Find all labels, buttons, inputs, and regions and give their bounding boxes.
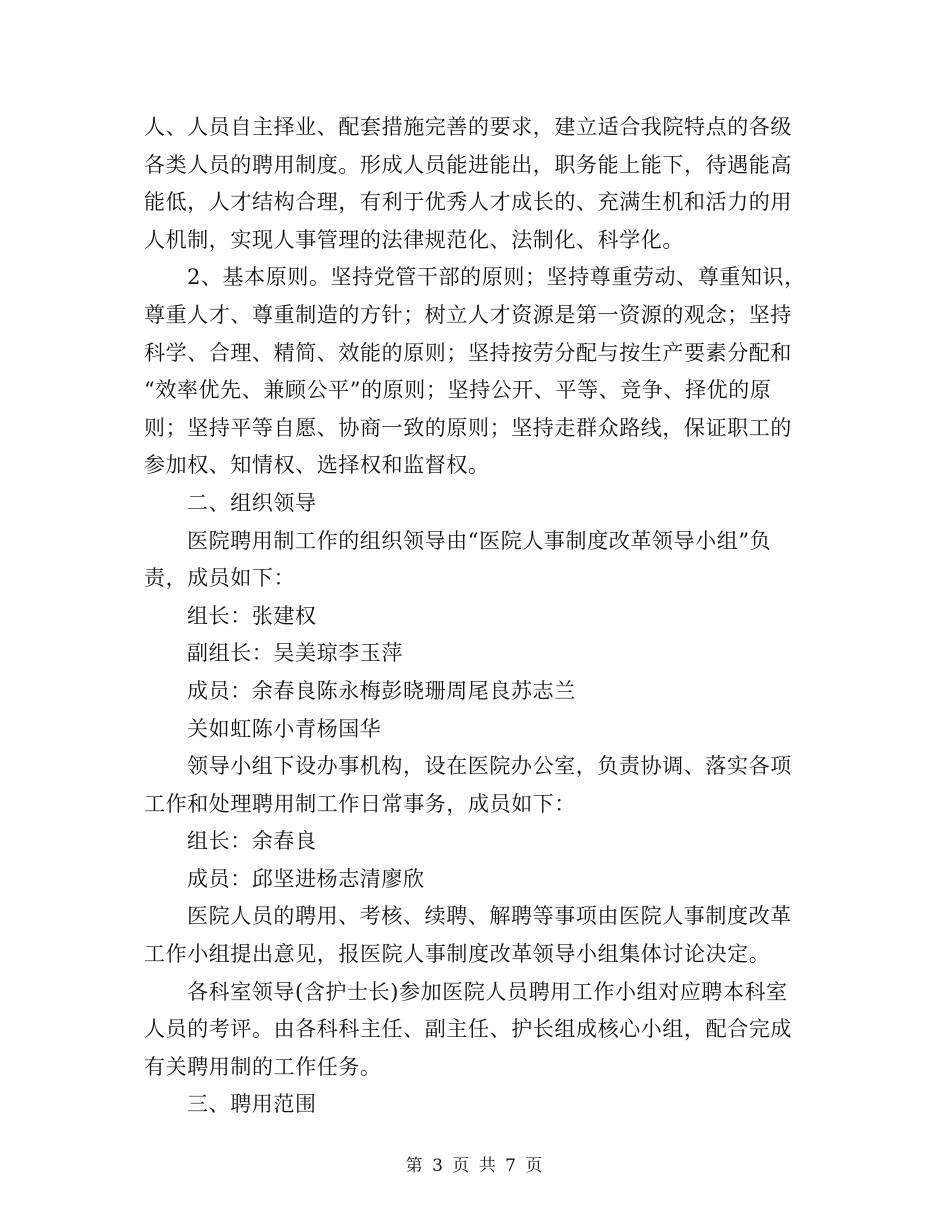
text-line: 医院人员的聘用、考核、续聘、解聘等事项由医院人事制度改革 — [187, 904, 792, 929]
text-line: 工作和处理聘用制工作日常事务，成员如下： — [144, 791, 576, 816]
text-line: 领导小组下设办事机构，设在医院办公室，负责协调、落实各项 — [187, 754, 792, 779]
text-line: 参加权、知情权、选择权和监督权。 — [144, 453, 490, 478]
text-line: 人员的考评。由各科科主任、副主任、护长组成核心小组，配合完成 — [144, 1017, 792, 1042]
text-line: 工作小组提出意见，报医院人事制度改革领导小组集体讨论决定。 — [144, 942, 771, 967]
text-line: 尊重人才、尊重制造的方针；树立人才资源是第一资源的观念；坚持 — [144, 302, 792, 327]
text-line: “效率优先、兼顾公平”的原则；坚持公开、平等、竞争、择优的原 — [144, 378, 772, 403]
text-line: 成员：邱坚进杨志清廖欣 — [187, 866, 425, 891]
text-line: 关如虹陈小青杨国华 — [187, 716, 382, 741]
text-line: 组长：张建权 — [187, 603, 317, 628]
text-line: 组长：余春良 — [187, 829, 317, 854]
text-line: 三、聘用范围 — [187, 1092, 317, 1117]
text-line: 科学、合理、精简、效能的原则；坚持按劳分配与按生产要素分配和 — [144, 340, 792, 365]
text-line: 2、基本原则。坚持党管干部的原则；坚持尊重劳动、尊重知识， — [187, 265, 806, 290]
text-line: 能低，人才结构合理，有利于优秀人才成长的、充满生机和活力的用 — [144, 190, 792, 215]
text-line: 各类人员的聘用制度。形成人员能进能出，职务能上能下，待遇能高 — [144, 152, 792, 177]
text-line: 二、组织领导 — [187, 490, 317, 515]
page-number-footer: 第 3 页 共 7 页 — [405, 1156, 545, 1176]
text-line: 各科室领导(含护士长)参加医院人员聘用工作小组对应聘本科室 — [187, 979, 788, 1004]
text-line: 医院聘用制工作的组织领导由“医院人事制度改革领导小组”负 — [187, 528, 772, 553]
text-line: 有关聘用制的工作任务。 — [144, 1054, 382, 1079]
text-line: 责，成员如下： — [144, 566, 296, 591]
text-line: 人、人员自主择业、配套措施完善的要求，建立适合我院特点的各级 — [144, 115, 792, 139]
text-line: 人机制，实现人事管理的法律规范化、法制化、科学化。 — [144, 227, 684, 252]
document-body — [144, 109, 804, 1124]
text-line: 则；坚持平等自愿、协商一致的原则；坚持走群众路线，保证职工的 — [144, 415, 792, 440]
text-line: 副组长：吴美琼李玉萍 — [187, 641, 403, 666]
text-line: 成员：余春良陈永梅彭晓珊周尾良苏志兰 — [187, 678, 576, 703]
